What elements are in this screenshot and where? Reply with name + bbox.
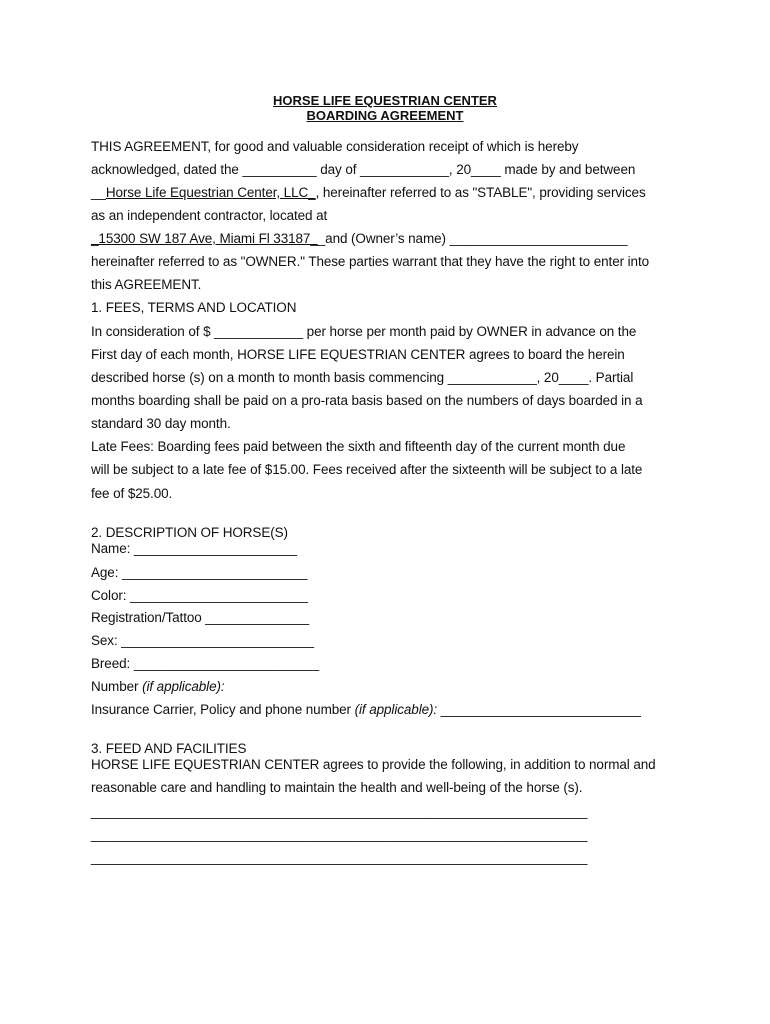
late-fees-line-1: Late Fees: Boarding fees paid between the sixth and fifteenth day of the current month due bbox=[91, 439, 626, 454]
late-fees-line-3: fee of $25.00. bbox=[91, 486, 173, 501]
horse-registration-field: Registration/Tattoo ______________ bbox=[91, 610, 310, 625]
owner-name-field: _and (Owner’s name) ________________________ bbox=[317, 231, 628, 246]
facilities-blank-2: ___________________________________________________________________ bbox=[91, 827, 588, 842]
stable-address: _15300 SW 187 Ave, Miami Fl 33187_ bbox=[91, 231, 318, 246]
section-1-line-4: months boarding shall be paid on a pro-rata basis based on the numbers of days boarded in a bbox=[91, 393, 643, 408]
document-subtitle: BOARDING AGREEMENT bbox=[306, 108, 464, 123]
horse-age-field: Age: _________________________ bbox=[91, 565, 308, 580]
intro-line-3 bbox=[91, 185, 646, 201]
horse-color-field: Color: ________________________ bbox=[91, 588, 308, 603]
horse-name-field: Name: ______________________ bbox=[91, 541, 297, 556]
insurance-label: Insurance Carrier, Policy and phone number bbox=[91, 702, 355, 717]
intro-line-4: as an independent contractor, located at bbox=[91, 208, 328, 223]
horse-number-field bbox=[91, 679, 225, 695]
section-3-line-2: reasonable care and handling to maintain the health and well-being of the horse (s). bbox=[91, 780, 583, 795]
number-note: (if applicable): bbox=[142, 679, 225, 694]
intro-line-5 bbox=[91, 231, 627, 247]
section-1-line-2: First day of each month, HORSE LIFE EQUESTRIAN CENTER agrees to board the herein bbox=[91, 347, 625, 362]
section-1-heading: 1. FEES, TERMS AND LOCATION bbox=[91, 300, 297, 315]
facilities-blank-3: ___________________________________________________________________ bbox=[91, 850, 588, 865]
section-2-heading: 2. DESCRIPTION OF HORSE(S) bbox=[91, 525, 288, 540]
insurance-field bbox=[91, 702, 641, 718]
document-title: HORSE LIFE EQUESTRIAN CENTER bbox=[273, 93, 497, 108]
insurance-blank: ___________________________ bbox=[437, 702, 641, 717]
intro-line-6: hereinafter referred to as "OWNER." These parties warrant that they have the right to enter into bbox=[91, 254, 650, 269]
intro-line-2: acknowledged, dated the __________ day of ____________, 20____ made by and between bbox=[91, 162, 636, 177]
stable-name: Horse Life Equestrian Center, LLC bbox=[105, 185, 309, 200]
horse-sex-field: Sex: __________________________ bbox=[91, 633, 314, 648]
stable-description: , hereinafter referred to as "STABLE", providing services bbox=[315, 185, 646, 200]
stable-name-prefix: __ bbox=[91, 185, 106, 200]
intro-line-7: this AGREEMENT. bbox=[91, 277, 202, 292]
section-3-line-1: HORSE LIFE EQUESTRIAN CENTER agrees to provide the following, in addition to normal and bbox=[91, 757, 656, 772]
section-1-line-3: described horse (s) on a month to month basis commencing ____________, 20____. Partial bbox=[91, 370, 634, 385]
late-fees-line-2: will be subject to a late fee of $15.00. Fees received after the sixteenth will be subject to a late bbox=[91, 462, 643, 477]
horse-breed-field: Breed: _________________________ bbox=[91, 656, 320, 671]
number-label: Number bbox=[91, 679, 143, 694]
intro-line-1: THIS AGREEMENT, for good and valuable consideration receipt of which is hereby bbox=[91, 139, 579, 154]
section-3-heading: 3. FEED AND FACILITIES bbox=[91, 741, 247, 756]
facilities-blank-1: ___________________________________________________________________ bbox=[91, 804, 588, 819]
section-1-line-5: standard 30 day month. bbox=[91, 416, 231, 431]
stable-name-suffix: _ bbox=[308, 185, 316, 200]
section-1-line-1: In consideration of $ ____________ per horse per month paid by OWNER in advance on the bbox=[91, 324, 637, 339]
insurance-note: (if applicable): bbox=[354, 702, 438, 717]
